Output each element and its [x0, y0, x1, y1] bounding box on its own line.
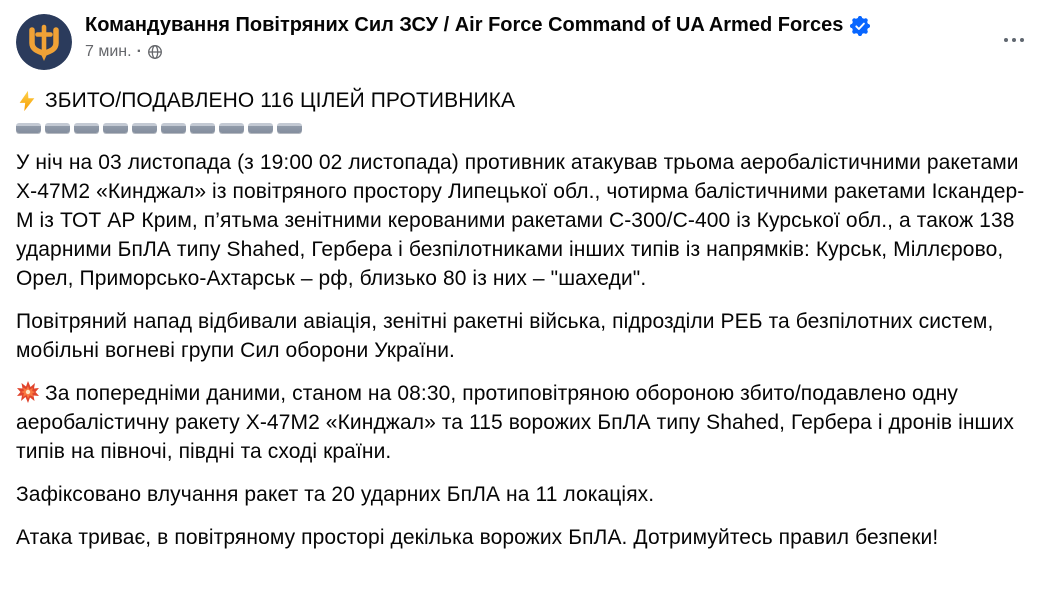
post-header [16, 12, 1032, 70]
divider-dash [190, 123, 215, 133]
paragraph-warning: Атака триває, в повітряному просторі декілька ворожих БпЛА. Дотримуйтесь правил безпеки! [16, 526, 939, 549]
dot [1020, 38, 1025, 43]
divider-dash [277, 123, 302, 133]
more-options-button[interactable] [996, 22, 1032, 58]
divider-dash [74, 123, 99, 133]
divider-dash [16, 123, 41, 133]
dot [1012, 38, 1017, 43]
dot [1004, 38, 1009, 43]
paragraph-defense-forces: Повітряний напад відбивали авіація, зенітні ракетні війська, підрозділи РЕБ та безпілотних систем, мобільні вогневі групи Сил оборони України. [16, 310, 994, 362]
divider-dash [219, 123, 244, 133]
public-globe-icon [147, 44, 163, 60]
divider-dash [161, 123, 186, 133]
paragraph-results [16, 379, 1032, 466]
timestamp-link[interactable]: 7 мин. [85, 43, 132, 60]
post-meta [85, 41, 988, 62]
lightning-icon [16, 90, 38, 112]
divider-dash [45, 123, 70, 133]
page-avatar[interactable] [16, 14, 72, 70]
divider-dash [103, 123, 128, 133]
paragraph-impacts: Зафіксовано влучання ракет та 20 ударних БпЛА на 11 локаціях. [16, 483, 655, 506]
results-text: За попередніми даними, станом на 08:30, протиповітряною обороною збито/подавлено одну аеробалістичну ракету Х-47М2 «Кинджал» та 115 ворожих БпЛА типу Shahed, Гербера і дронів інших типів на півночі, півдні та сході країни. [16, 382, 1014, 463]
post-divider [16, 122, 1032, 134]
meta-separator: · [136, 43, 142, 60]
headline-text: ЗБИТО/ПОДАВЛЕНО 116 ЦІЛЕЙ ПРОТИВНИКА [45, 89, 516, 112]
paragraph-attack-summary: У ніч на 03 листопада (з 19:00 02 листопада) противник атакував трьома аеробалістичними ракетами Х-47М2 «Кинджал» із повітряного простору Липецької обл., чотирма балістичними ракетами Іскандер-М із ТОТ АР Крим, п’ятьма зенітними керованими ракетами С-300/С-400 із Курської обл., а також 138 ударними БпЛА типу Shahed, Гербера і безпілотниками інших типів із напрямків: Курськ, Міллєрово, Орел, Приморсько-Ахтарськ – рф, близько 80 із них – "шахеди". [16, 151, 1025, 290]
verified-badge-icon [850, 16, 870, 36]
collision-icon [16, 380, 40, 404]
header-text [85, 12, 988, 62]
divider-dash [248, 123, 273, 133]
page-name-link[interactable]: Командування Повітряних Сил ЗСУ / Air Force Command of UA Armed Forces [85, 14, 844, 36]
post-body [16, 86, 1032, 552]
divider-dash [132, 123, 157, 133]
post-headline [16, 86, 1032, 115]
